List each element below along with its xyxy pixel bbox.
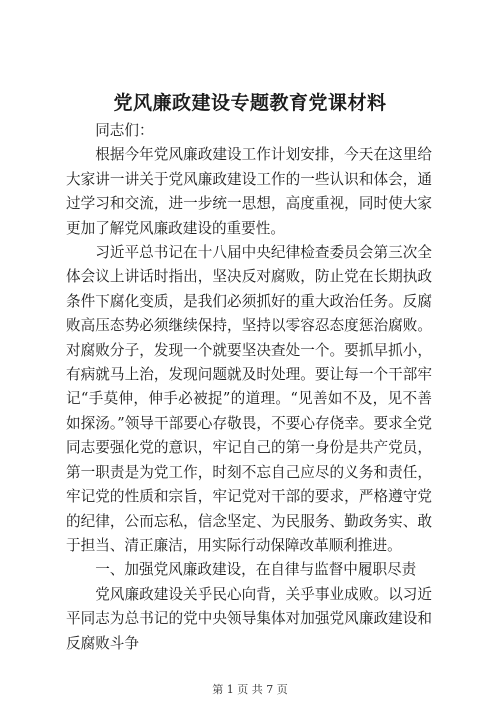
document-body [66, 119, 432, 656]
page-footer: 第 1 页 共 7 页 [212, 683, 288, 696]
paragraph-quote: 习近平总书记在十八届中央纪律检查委员会第三次全体会议上讲话时指出，坚决反对腐败，防止党在长期执政条件下腐化变质，是我们必须抓好的重大政治任务。反腐败高压态势必须继续保持，坚持以零容忍态度惩治腐败。对腐败分子，发现一个就要坚决查处一个。要抓早抓小，有病就马上治，发现问题就及时处理。要让每一个干部牢记“手莫伸，伸手必被捉”的道理。“见善如不及，见不善如探汤。”领导干部要心存敬畏，不要心存侥幸。要求全党同志要强化党的意识，牢记自己的第一身份是共产党员，第一职责是为党工作，时刻不忘自己应尽的义务和责任，牢记党的性质和宗旨，牢记党对干部的要求，严格遵守党的纪律，公而忘私，信念坚定、为民服务、勤政务实、敢于担当、清正廉洁，用实际行动保障改革顺利推进。 [66, 244, 432, 554]
document-title: 党风廉政建设专题教育党课材料 [113, 92, 387, 114]
section-heading: 一、加强党风廉政建设，在自律与监督中履职尽责 [95, 561, 417, 579]
salutation: 同志们： [95, 122, 154, 139]
paragraph-section-one: 党风廉政建设关乎民心向背，关乎事业成败。以习近平同志为总书记的党中央领导集体对加强党风廉政建设和反腐败斗争 [66, 585, 432, 652]
paragraph-intro: 根据今年党风廉政建设工作计划安排，今天在这里给大家讲一讲关于党风廉政建设工作的一些认识和体会，通过学习和交流，进一步统一思想，高度重视，同时使大家更加了解党风廉政建设的重要性。 [66, 146, 432, 237]
